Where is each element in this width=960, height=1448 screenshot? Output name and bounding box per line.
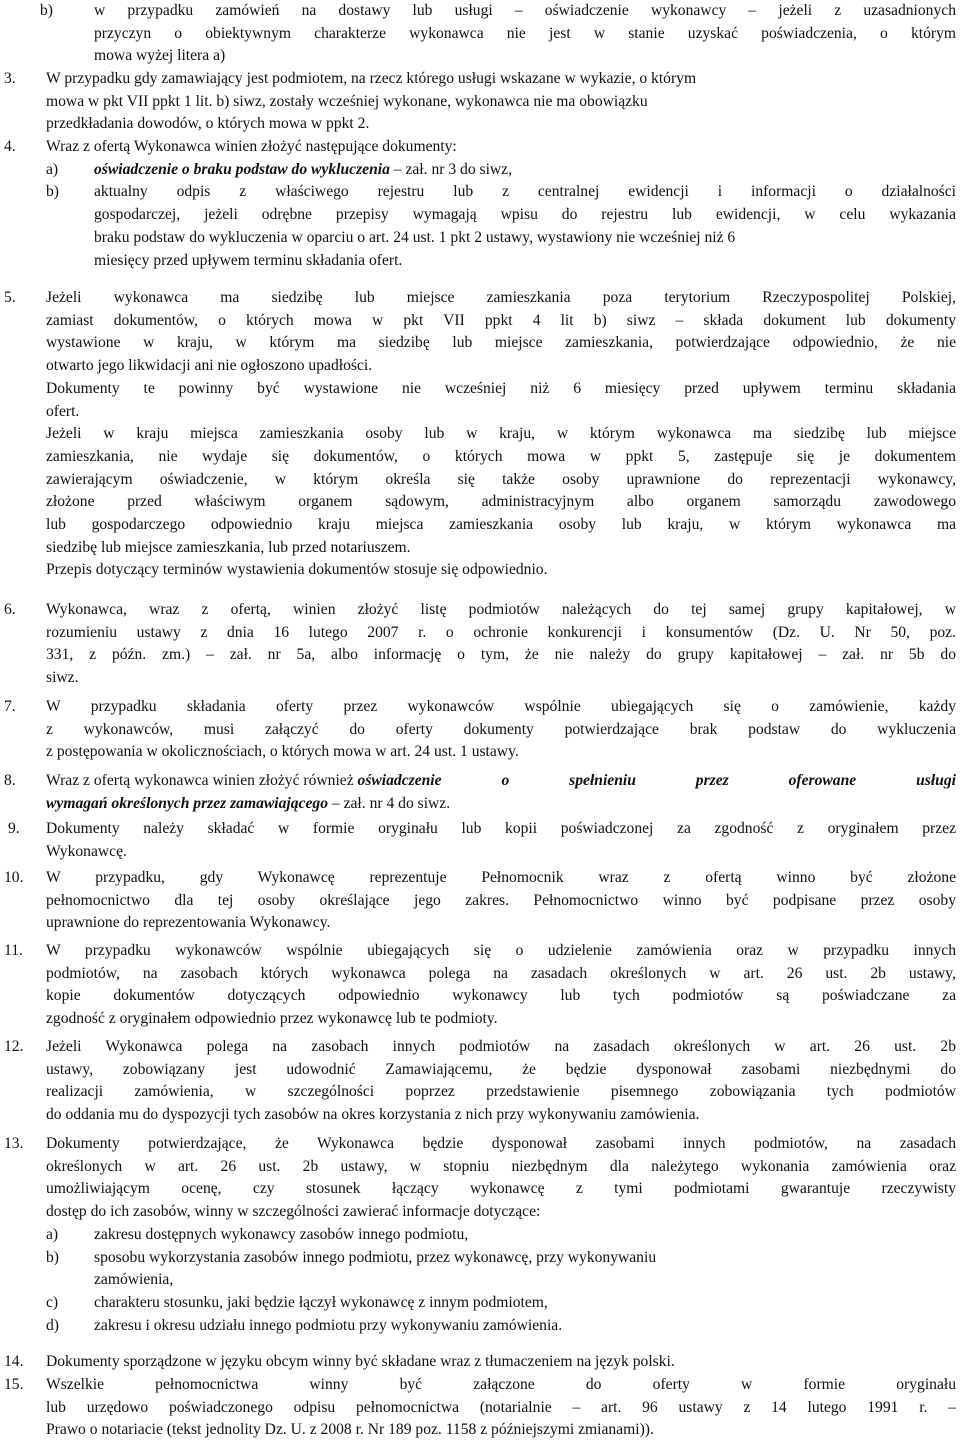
text-line: Wykonawca, wraz z ofertą, winien złożyć listę podmiotów należących do tej samej grupy kapitałowej, w [46,601,956,618]
text-line: przedkładania dowodów, o których mowa w ppkt 2. [46,115,370,133]
item-number: 13. [4,1135,24,1152]
text-line: pełnomocnictwo dla tej osoby określające jego zakres. Pełnomocnictwo winno być podpisane przez osoby [46,891,956,909]
text-line: wystawione w kraju, w którym ma siedzibę lub miejsce zamieszkania, potwierdzające odpowiednio, że nie [46,334,956,352]
text-line: rozumieniu ustawy z dnia 16 lutego 2007 r. o ochronie konkurencji i konsumentów (Dz. U. Nr 50, poz. [46,623,956,641]
item-number: 3. [4,70,16,87]
text-line: zamówienia, [94,1271,174,1289]
item-number: 10. [4,869,24,886]
text-line: z postępowania w okolicznościach, o których mowa w art. 24 ust. 1 ustawy. [46,743,519,761]
text-line: Wykonawcę. [46,842,127,860]
text-line: Dokumenty sporządzone w języku obcym winny być składane wraz z tłumaczeniem na język polski. [46,1353,675,1370]
list-label: b) [46,1248,59,1266]
text-line: Dokumenty te powinny być wystawione nie wcześniej niż 6 miesięcy przed upływem terminu składania [46,379,956,397]
text-line: W przypadku wykonawców wspólnie ubiegających się o udzielenie zamówienia oraz w przypadku innych [46,942,956,959]
bold-phrase: oświadczenie o braku podstaw do wykluczenia [94,160,390,178]
text-line: dostęp do ich zasobów, winny w szczególności zawierać informacje dotyczące: [46,1203,541,1221]
text-line: uprawnione do reprezentowania Wykonawcy. [46,914,331,932]
list-label: a) [46,160,59,178]
text-line: zamiast dokumentów, o których mowa w pkt VII ppkt 4 lit b) siwz – składa dokument lub dokumenty [46,311,956,329]
item-number: 6. [4,601,16,618]
text-line: miesięcy przed upływem terminu składania ofert. [94,251,403,269]
text-line: aktualny odpis z właściwego rejestru lub z centralnej ewidencji i informacji o działalności [94,183,956,201]
text-line: Jeżeli wykonawca ma siedzibę lub miejsce zamieszkania poza terytorium Rzeczypospolitej Polskiej, [46,289,956,306]
text-line: Przepis dotyczący terminów wystawienia dokumentów stosuje się odpowiednio. [46,561,548,579]
text-line: W przypadku składania oferty przez wykonawców wspólnie ubiegających się o zamówienie, każdy [46,698,956,715]
text-fragment: Wraz z ofertą wykonawca winien złożyć również [46,772,358,789]
text-line: kopie dokumentów dotyczących odpowiednio wykonawcy lub tych podmiotów są poświadczane za [46,987,956,1005]
text-line: umożliwiającym ocenę, czy stosunek łączący wykonawcę z tymi podmiotami gwarantuje rzeczywisty [46,1180,956,1198]
text-line: ustawy, zobowiązany jest udowodnić Zamawiającemu, że będzie dysponował zasobami niezbędnymi do [46,1060,956,1078]
text-line [46,770,956,793]
text-line: realizacji zamówienia, w szczególności poprzez przedstawienie pisemnego zobowiązania tych podmiotów [46,1083,956,1101]
text-line: w przypadku zamówień na dostawy lub usługi – oświadczenie wykonawcy – jeżeli z uzasadnionych [94,2,956,19]
item-number: 7. [4,698,16,715]
text-line: zamieszkania, nie wydaje się dokumentów, o których mowa w ppkt 5, zastępuje się je dokumentem [46,447,956,465]
text-line: gospodarczej, jeżeli odrębne przepisy wymagają wpisu do rejestru lub ewidencji, w celu wykazania [94,206,956,224]
text-line: zakresu dostępnych wykonawcy zasobów innego podmiotu, [94,1225,469,1243]
list-label: d) [46,1316,59,1334]
item-number: 11. [4,942,23,959]
text-line: złożone przed właściwym organem sądowym, administracyjnym albo organem samorządu zawodowego [46,493,956,511]
text-line: zawierającym oświadczenie, w którym określa się także osoby uprawnione do reprezentacji wykonawcy, [46,470,956,488]
item-number: 4. [4,138,16,155]
text-line: przyczyn o obiektywnym charakterze wykonawca nie jest w stanie uzyskać poświadczenia, o którym [94,24,956,42]
list-label: b) [46,183,59,201]
item-number: 14. [4,1353,24,1370]
text-line [94,159,512,182]
text-line: Jeżeli Wykonawca polega na zasobach innych podmiotów na zasadach określonych w art. 26 ust. 2b [46,1038,956,1055]
text-line: zakresu i okresu udziału innego podmiotu przy wykonywaniu zamówienia. [94,1316,563,1334]
text-line: charakteru stosunku, jaki będzie łączył wykonawcę z innym podmiotem, [94,1293,548,1311]
item-number: 5. [4,289,16,306]
text-fragment: – zał. nr 3 do siwz, [389,160,512,178]
text-line: W przypadku, gdy Wykonawcę reprezentuje Pełnomocnik wraz z ofertą winno być złożone [46,869,956,886]
list-label: a) [46,1225,59,1243]
text-line [46,793,450,816]
text-line: Dokumenty potwierdzające, że Wykonawca będzie dysponował zasobami innych podmiotów, na zasadach [46,1135,956,1152]
text-fragment: – zał. nr 4 do siwz. [328,794,451,812]
text-line: Jeżeli w kraju miejsca zamieszkania osoby lub w kraju, w którym wykonawca ma siedzibę lub miejsce [46,425,956,443]
item-number: 15. [4,1376,24,1393]
bold-phrase: wymagań określonych przez zamawiającego [46,794,328,812]
text-line: z wykonawców, musi załączyć do oferty dokumenty potwierdzające brak podstaw do wykluczenia [46,720,956,738]
text-line: podmiotów, na zasobach których wykonawca polega na zasadach określonych w art. 26 ust. 2b ustawy, [46,964,956,982]
item-number: 8. [4,772,16,789]
text-line: mowa w pkt VII ppkt 1 lit. b) siwz, zostały wcześniej wykonane, wykonawca nie ma obowiązku [46,92,648,110]
text-line: otwarto jego likwidacji ani nie ogłoszono upadłości. [46,357,373,375]
text-line: lub gospodarczego odpowiednio kraju miejsca zamieszkania osoby lub kraju, w którym wykonawca ma [46,516,956,533]
text-line: Prawo o notariacie (tekst jednolity Dz. U. z 2008 r. Nr 189 poz. 1158 z późniejszymi zmianami)). [46,1421,654,1439]
list-label: c) [46,1293,59,1311]
text-line: określonych w art. 26 ust. 2b ustawy, w stopniu niezbędnym dla należytego wykonania zamówienia oraz [46,1157,956,1175]
bold-phrase: oświadczenie o spełnieniu przez oferowane usługi [357,772,956,789]
text-line: lub urzędowo poświadczonego odpisu pełnomocnictwa (notarialnie – art. 96 ustawy z 14 lutego 1991 r. – [46,1398,956,1416]
text-line: zgodność z oryginałem odpowiednio przez wykonawcę lub te podmioty. [46,1010,498,1028]
text-line: mowa wyżej litera a) [94,47,226,65]
item-number: 12. [4,1038,24,1055]
text-line: Wszelkie pełnomocnictwa winny być załączone do oferty w formie oryginału [46,1376,956,1393]
text-line: ofert. [46,402,80,420]
text-line: Wraz z ofertą Wykonawca winien złożyć następujące dokumenty: [46,138,457,155]
item-number: 9. [8,820,20,837]
text-line: Dokumenty należy składać w formie oryginału lub kopii poświadczonej za zgodność z oryginałem przez [46,820,956,837]
text-line: siedzibę lub miejsce zamieszkania, lub przed notariuszem. [46,538,411,556]
text-line: W przypadku gdy zamawiający jest podmiotem, na rzecz którego usługi wskazane w wykazie, o którym [46,70,697,87]
text-line: siwz. [46,669,79,687]
text-line: do oddania mu do dyspozycji tych zasobów na okres korzystania z nich przy wykonywaniu zamówienia. [46,1106,700,1124]
list-label: b) [40,2,53,19]
text-line: braku podstaw do wykluczenia w oparciu o art. 24 ust. 1 pkt 2 ustawy, wystawiony nie wcześniej niż 6 [94,228,736,246]
text-line: 331, z późn. zm.) – zał. nr 5a, albo informację o tym, że nie należy do grupy kapitałowej – zał. nr 5b do [46,646,956,664]
text-line: sposobu wykorzystania zasobów innego podmiotu, przez wykonawcę, przy wykonywaniu [94,1248,657,1266]
